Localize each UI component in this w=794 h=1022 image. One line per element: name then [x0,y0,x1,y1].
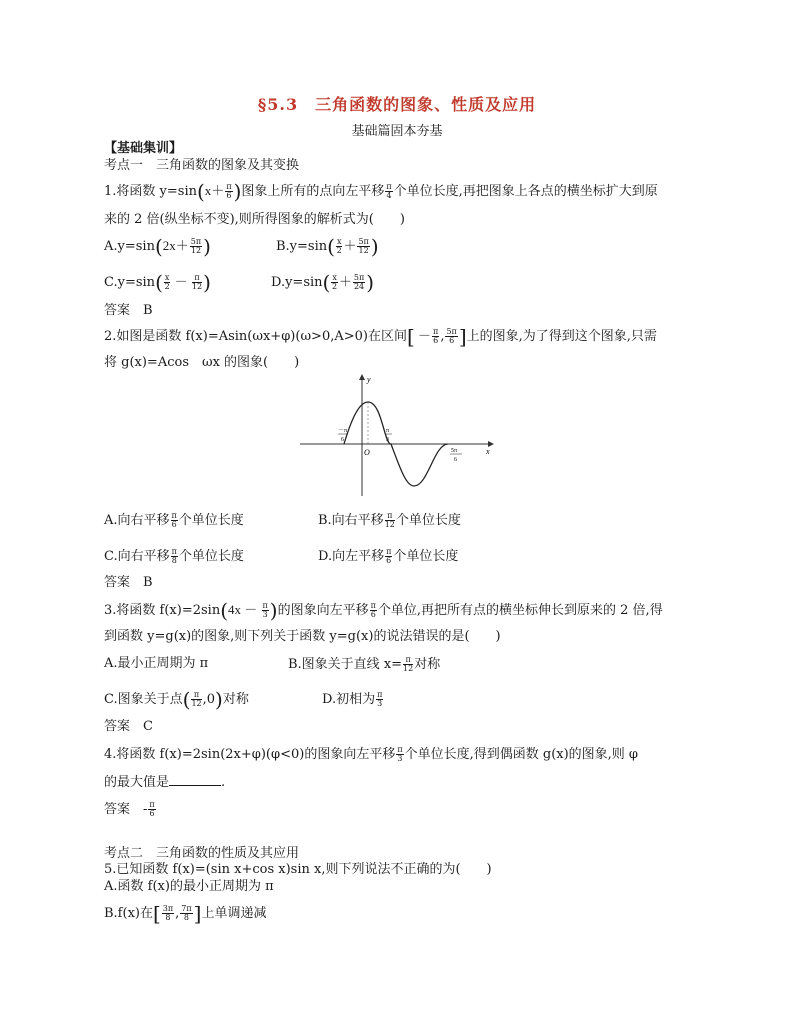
q3-option-b: B.图象关于直线 x= $\frac{\pi}{12}$ 对称 [288,655,441,673]
origin-label: O [364,448,370,457]
svg-text:3: 3 [386,437,389,443]
svg-text:6: 6 [454,457,457,463]
q4-line2: 的最大值是 . [104,775,226,790]
q2-answer: 答案 B [104,575,153,590]
q2-option-b: B.向右平移 $\frac{\pi}{12}$ 个单位长度 [318,511,461,529]
section-title: §5.3 三角函数的图象、性质及应用 [257,95,537,114]
q1-line1: 1.将函数 y=sin(x＋ $\frac{\pi}{6}$ )图象上所有的点向左平移 $\frac{\pi}{4}$ 个单位长度,再把图象上各点的横坐标扩大到原 [104,179,658,204]
svg-text:π: π [386,428,390,434]
training-header: 【基础集训】 [104,141,183,156]
q2-line1: 2.如图是函数 f(x)=Asin(ωx+φ)(ω>0,A>0)在区间[ － $\frac{\pi}{6}$ , $\frac{5\pi}{6}$ ]上的图象,为了得到这个图象,只需 [104,324,657,349]
q4-line1: 4.将函数 f(x)=2sin(2x+φ)(φ<0)的图象向左平移 $\frac{\pi}{3}$ 个单位长度,得到偶函数 g(x)的图象,则 φ [104,745,639,763]
q1-option-a: A.y=sin(2x＋ $\frac{5\pi}{12}$ ) [104,234,211,259]
q3-answer: 答案 C [104,719,153,734]
q4-answer: 答案 - $\frac{\pi}{6}$ [104,800,155,818]
svg-text:5π: 5π [451,448,458,454]
y-axis-arrow [359,374,365,380]
q5-line1: 5.已知函数 f(x)=(sin x+cos x)sin x,则下列说法不正确的为( ) [104,862,492,877]
q1-option-d: D.y=sin( $\frac{x}{2}$ ＋ $\frac{5\pi}{24}$ ) [271,270,375,295]
answer-blank [169,773,221,786]
point2-heading: 考点二 三角函数的性质及其应用 [104,846,300,861]
q1-option-b: B.y=sin( $\frac{x}{2}$ ＋ $\frac{5\pi}{12}$ ) [276,234,379,259]
q1-line2: 来的 2 倍(纵坐标不变),则所得图象的解析式为( ) [104,212,405,227]
q3-option-a: A.最小正周期为 π [104,656,209,671]
q3-option-c: C.图象关于点( $\frac{\pi}{12}$ ,0)对称 [104,687,249,712]
y-axis-label: y [367,375,371,384]
sine-graph [296,372,496,500]
q3-line2: 到函数 y=g(x)的图象,则下列关于函数 y=g(x)的说法错误的是( ) [104,629,501,644]
x-axis-label: x [486,447,490,456]
subtitle: 基础篇固本夯基 [351,124,443,139]
q3-option-d: D.初相为 $\frac{\pi}{3}$ [322,690,383,708]
q3-line1: 3.将函数 f(x)=2sin(4x － $\frac{\pi}{3}$ )的图象向左平移 $\frac{\pi}{6}$ 个单位,再把所有点的横坐标伸长到原来的 2 倍,得 [104,598,663,623]
q1-option-c: C.y=sin( $\frac{x}{2}$ － $\frac{\pi}{12}$ ) [104,270,211,295]
q2-option-c: C.向右平移 $\frac{\pi}{8}$ 个单位长度 [104,547,244,565]
svg-text:6: 6 [341,437,344,443]
tick-5pi-6 [450,448,462,463]
point1-heading: 考点一 三角函数的图象及其变换 [104,158,300,173]
q2-option-d: D.向左平移 $\frac{\pi}{6}$ 个单位长度 [318,547,459,565]
q5-option-a: A.函数 f(x)的最小正周期为 π [104,879,274,894]
q2-line2: 将 g(x)=Acos ωx 的图象( ) [104,355,300,370]
svg-text:－π: －π [338,428,348,434]
q1-answer: 答案 B [104,303,153,318]
q2-option-a: A.向右平移 $\frac{\pi}{6}$ 个单位长度 [104,511,244,529]
q5-option-b: B.f(x)在[ $\frac{3\pi}{8}$ , $\frac{7\pi}{8}$ ]上单调递减 [104,901,267,926]
